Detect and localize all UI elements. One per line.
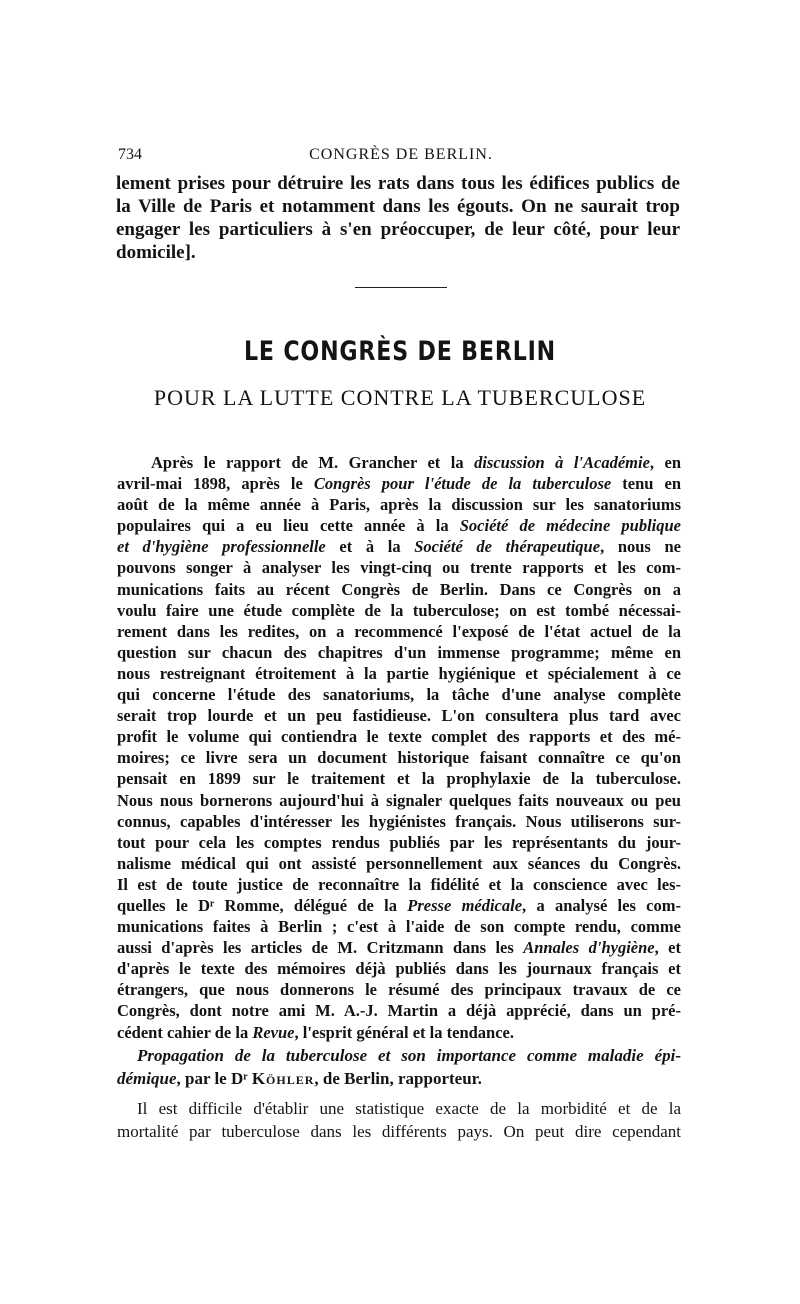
italic-citation: Société de médecine publique bbox=[459, 516, 681, 536]
body-paragraph bbox=[117, 1097, 681, 1143]
running-head bbox=[118, 146, 684, 168]
text-line: munications faits au récent Congrès de Berlin. Dans ce Congrès on a bbox=[117, 579, 681, 599]
text-line: Il est difficile d'établir une statistique exacte de la morbidité et de la bbox=[137, 1099, 681, 1118]
text-run: , et bbox=[654, 938, 681, 958]
italic-citation: Congrès pour l'étude de la tuberculose bbox=[313, 474, 612, 494]
text-run: , l'esprit général et la tendance. bbox=[294, 1022, 514, 1042]
text-run: cédent cahier de la bbox=[117, 1022, 253, 1042]
text-line bbox=[117, 536, 681, 557]
text-run: , nous ne bbox=[600, 537, 681, 557]
report-title: Propagation de la tuberculose et son importance comme maladie épi- bbox=[137, 1046, 681, 1065]
text-run: , par le Dʳ bbox=[176, 1069, 252, 1088]
text-line: moires; ce livre sera un document historique faisant connaître ce qu'on bbox=[117, 748, 681, 768]
text-line: d'après le texte des mémoires déjà publiés dans les journaux français et bbox=[117, 959, 681, 979]
italic-citation: Annales d'hygiène bbox=[523, 938, 655, 958]
text-line: la Ville de Paris et notamment dans les égouts. On ne saurait trop bbox=[116, 196, 680, 217]
text-run: , a analysé les com- bbox=[522, 895, 681, 915]
report-author: Köhler bbox=[251, 1069, 315, 1088]
text-line bbox=[117, 895, 681, 916]
text-line: rement dans les redites, on a recommencé l'exposé de l'état actuel de la bbox=[117, 621, 681, 641]
text-line bbox=[117, 473, 681, 494]
page-number: 734 bbox=[118, 146, 142, 163]
text-line: mortalité par tuberculose dans les différents pays. On peut dire cependant bbox=[117, 1122, 681, 1141]
text-line: serait trop lourde et un peu fastidieuse. L'on consultera plus tard avec bbox=[117, 706, 681, 726]
text-line bbox=[117, 937, 681, 958]
report-heading bbox=[117, 1044, 681, 1090]
section-divider bbox=[355, 287, 447, 288]
text-line: connus, capables d'intéresser les hygiénistes français. Nous utiliserons sur- bbox=[117, 811, 681, 831]
text-run: populaires qui a eu lieu cette année à la bbox=[117, 516, 460, 536]
text-line: étrangers, que nous donnerons le résumé des principaux travaux de ce bbox=[117, 980, 681, 1000]
text-line: domicile]. bbox=[116, 242, 196, 263]
article-title: LE CONGRÈS DE BERLIN bbox=[243, 336, 557, 367]
text-run: , en bbox=[649, 453, 682, 472]
article-subtitle: POUR LA LUTTE CONTRE LA TUBERCULOSE bbox=[153, 385, 647, 410]
running-title: CONGRÈS DE BERLIN. bbox=[309, 146, 493, 163]
text-run: , de Berlin, rapporteur. bbox=[314, 1069, 482, 1088]
intro-paragraph bbox=[117, 452, 681, 1043]
text-line bbox=[117, 452, 681, 473]
italic-citation: Presse médicale bbox=[407, 895, 523, 915]
italic-citation: et d'hygiène professionnelle bbox=[117, 537, 326, 557]
text-line: tout pour cela les comptes rendus publiés par les représentants du jour- bbox=[117, 832, 681, 852]
text-run: avril-mai 1898, après le bbox=[117, 474, 314, 494]
text-line: nous restreignant étroitement à la partie hygiénique et spécialement à ce bbox=[117, 663, 681, 683]
text-line: Il est de toute justice de reconnaître la fidélité et la conscience avec les- bbox=[117, 874, 681, 894]
text-line bbox=[117, 515, 681, 536]
text-line: voulu faire une étude complète de la tuberculose; on est tombé nécessai- bbox=[117, 600, 681, 620]
text-run: Après le rapport de M. Grancher et la bbox=[151, 453, 475, 472]
text-run: aussi d'après les articles de M. Critzmann dans les bbox=[117, 938, 524, 958]
text-line: Nous nous bornerons aujourd'hui à signaler quelques faits nouveaux ou peu bbox=[117, 790, 681, 810]
italic-citation: Société de thérapeutique bbox=[414, 537, 601, 557]
text-line: question sur chacun des chapitres d'un immense programme; même en bbox=[117, 642, 681, 662]
report-title: démique bbox=[117, 1069, 177, 1088]
text-run: et à la bbox=[325, 537, 415, 557]
text-line bbox=[117, 1022, 681, 1043]
text-line: août de la même année à Paris, après la discussion sur les sanatoriums bbox=[117, 495, 681, 515]
text-line: Congrès, dont notre ami M. A.-J. Martin a déjà apprécié, dans un pré- bbox=[117, 1001, 681, 1021]
continuation-paragraph bbox=[116, 172, 680, 264]
text-line: nalisme médical qui ont assisté personnellement aux séances du Congrès. bbox=[117, 853, 681, 873]
text-line: engager les particuliers à s'en préoccuper, de leur côté, pour leur bbox=[116, 219, 680, 240]
text-line: pensait en 1899 sur le traitement et la prophylaxie de la tuberculose. bbox=[117, 769, 681, 789]
text-run: tenu en bbox=[611, 474, 682, 494]
italic-citation: discussion à l'Académie bbox=[474, 453, 650, 472]
text-line bbox=[117, 1044, 681, 1067]
text-line bbox=[117, 1067, 681, 1090]
text-line: profit le volume qui contiendra le texte complet des rapports et des mé- bbox=[117, 727, 681, 747]
text-line: qui concerne l'étude des sanatoriums, la tâche d'une analyse complète bbox=[117, 685, 681, 705]
text-line: pouvons songer à analyser les vingt-cinq ou trente rapports et les com- bbox=[117, 558, 681, 578]
text-line: munications faites à Berlin ; c'est à l'aide de son compte rendu, comme bbox=[117, 917, 681, 937]
italic-citation: Revue bbox=[252, 1022, 295, 1042]
text-line: lement prises pour détruire les rats dans tous les édifices publics de bbox=[116, 173, 680, 194]
text-run: quelles le Dʳ Romme, délégué de la bbox=[117, 895, 408, 915]
